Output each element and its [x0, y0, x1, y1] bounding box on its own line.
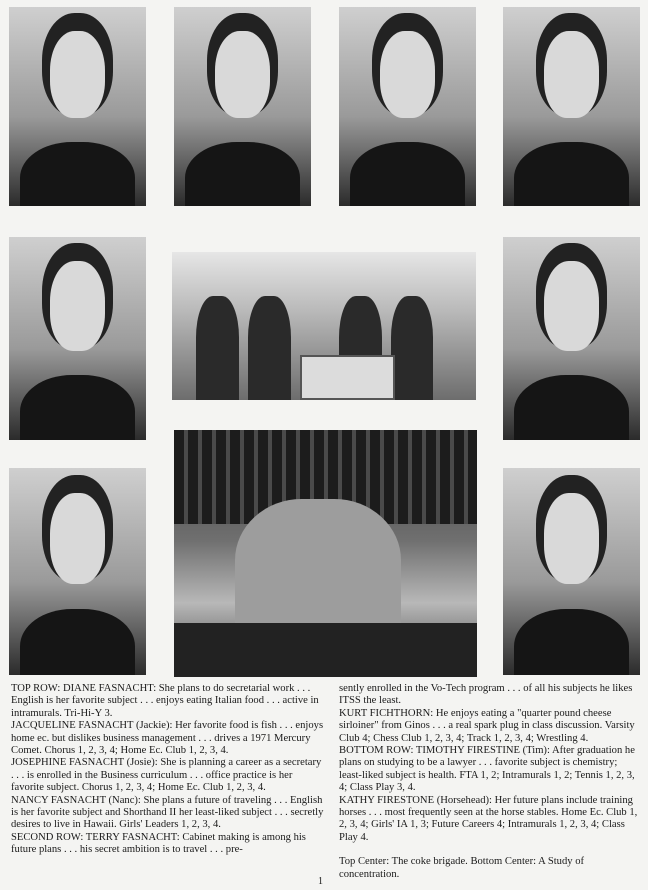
- caption-timothy: BOTTOM ROW: TIMOTHY FIRESTINE (Tim): After graduation he plans on studying to be a lawyer . . . favorite subject is chemistry; least-liked subject is health. FTA 1, 2; Intramurals 1, 2; Tennis 1, 2, 3, 4; Class Play 3, 4.: [339, 745, 635, 794]
- page-number: 1: [318, 876, 323, 887]
- portrait-timothy-firestine: [9, 468, 146, 675]
- caption-terry: SECOND ROW: TERRY FASNACHT: Cabinet making is among his future plans . . . his secret ambition is to travel . . . pre-: [11, 831, 306, 856]
- caption-kathy: KATHY FIRESTONE (Horsehead): Her future plans include training horses . . . most frequently seen at the horse stables. Home Ec. Club 1, 2, 3, 4; Girls' IA 1, 3; Future Careers 4; Intramurals 1, 2, 3, 4; Class Play 4.: [339, 794, 638, 843]
- caption-left-column: [11, 683, 325, 857]
- caption-jacqueline: JACQUELINE FASNACHT (Jackie): Her favorite food is fish . . . enjoys home ec. but dislikes business management . . . drives a 1971 Mercury Comet. Chorus 1, 2, 3, 4; Home Ec. Club 1, 2, 3, 4.: [11, 720, 324, 757]
- caption-nancy: NANCY FASNACHT (Nanc): She plans a future of traveling . . . English is her favorite subject and Shorthand II her least-liked subject . . . secretly desires to live in Hawaii. Girls' Leaders 1, 2, 3, 4.: [11, 794, 324, 831]
- caption-terry-cont: sently enrolled in the Vo-Tech program . . . of all his subjects he likes ITSS the least.: [339, 683, 633, 707]
- photo-study-of-concentration: [174, 430, 477, 677]
- portrait-jacqueline-fasnacht: [174, 7, 311, 206]
- photo-coke-brigade: [172, 252, 476, 400]
- portrait-kurt-fichthorn: [503, 237, 640, 440]
- caption-kurt: KURT FICHTHORN: He enjoys eating a "quarter pound cheese sirloiner" from Ginos . . . a real spark plug in class discussion. Varsity Club 4; Chess Club 1, 2, 3, 4; Track 1, 2, 3, 4; Wrestling 4.: [339, 707, 635, 744]
- portrait-diane-fasnacht: [9, 7, 146, 206]
- caption-josephine: JOSEPHINE FASNACHT (Josie): She is planning a career as a secretary . . . is enrolled in the Business curriculum . . . office practice is her favorite subject. Chorus 1, 2, 3, 4; Home Ec. Club 1, 2, 3, 4.: [11, 757, 322, 794]
- portrait-terry-fasnacht: [9, 237, 146, 440]
- caption-center-photos: Top Center: The coke brigade. Bottom Center: A Study of concentration.: [339, 856, 585, 880]
- portrait-josephine-fasnacht: [339, 7, 476, 206]
- caption-diane: TOP ROW: DIANE FASNACHT: She plans to do secretarial work . . . English is her favorite subject . . . enjoys eating Italian food . . . active in intramurals. Tri-Hi-Y 3.: [11, 683, 319, 719]
- caption-right-column: [339, 683, 639, 881]
- portrait-nancy-fasnacht: [503, 7, 640, 206]
- portrait-kathy-firestone: [503, 468, 640, 675]
